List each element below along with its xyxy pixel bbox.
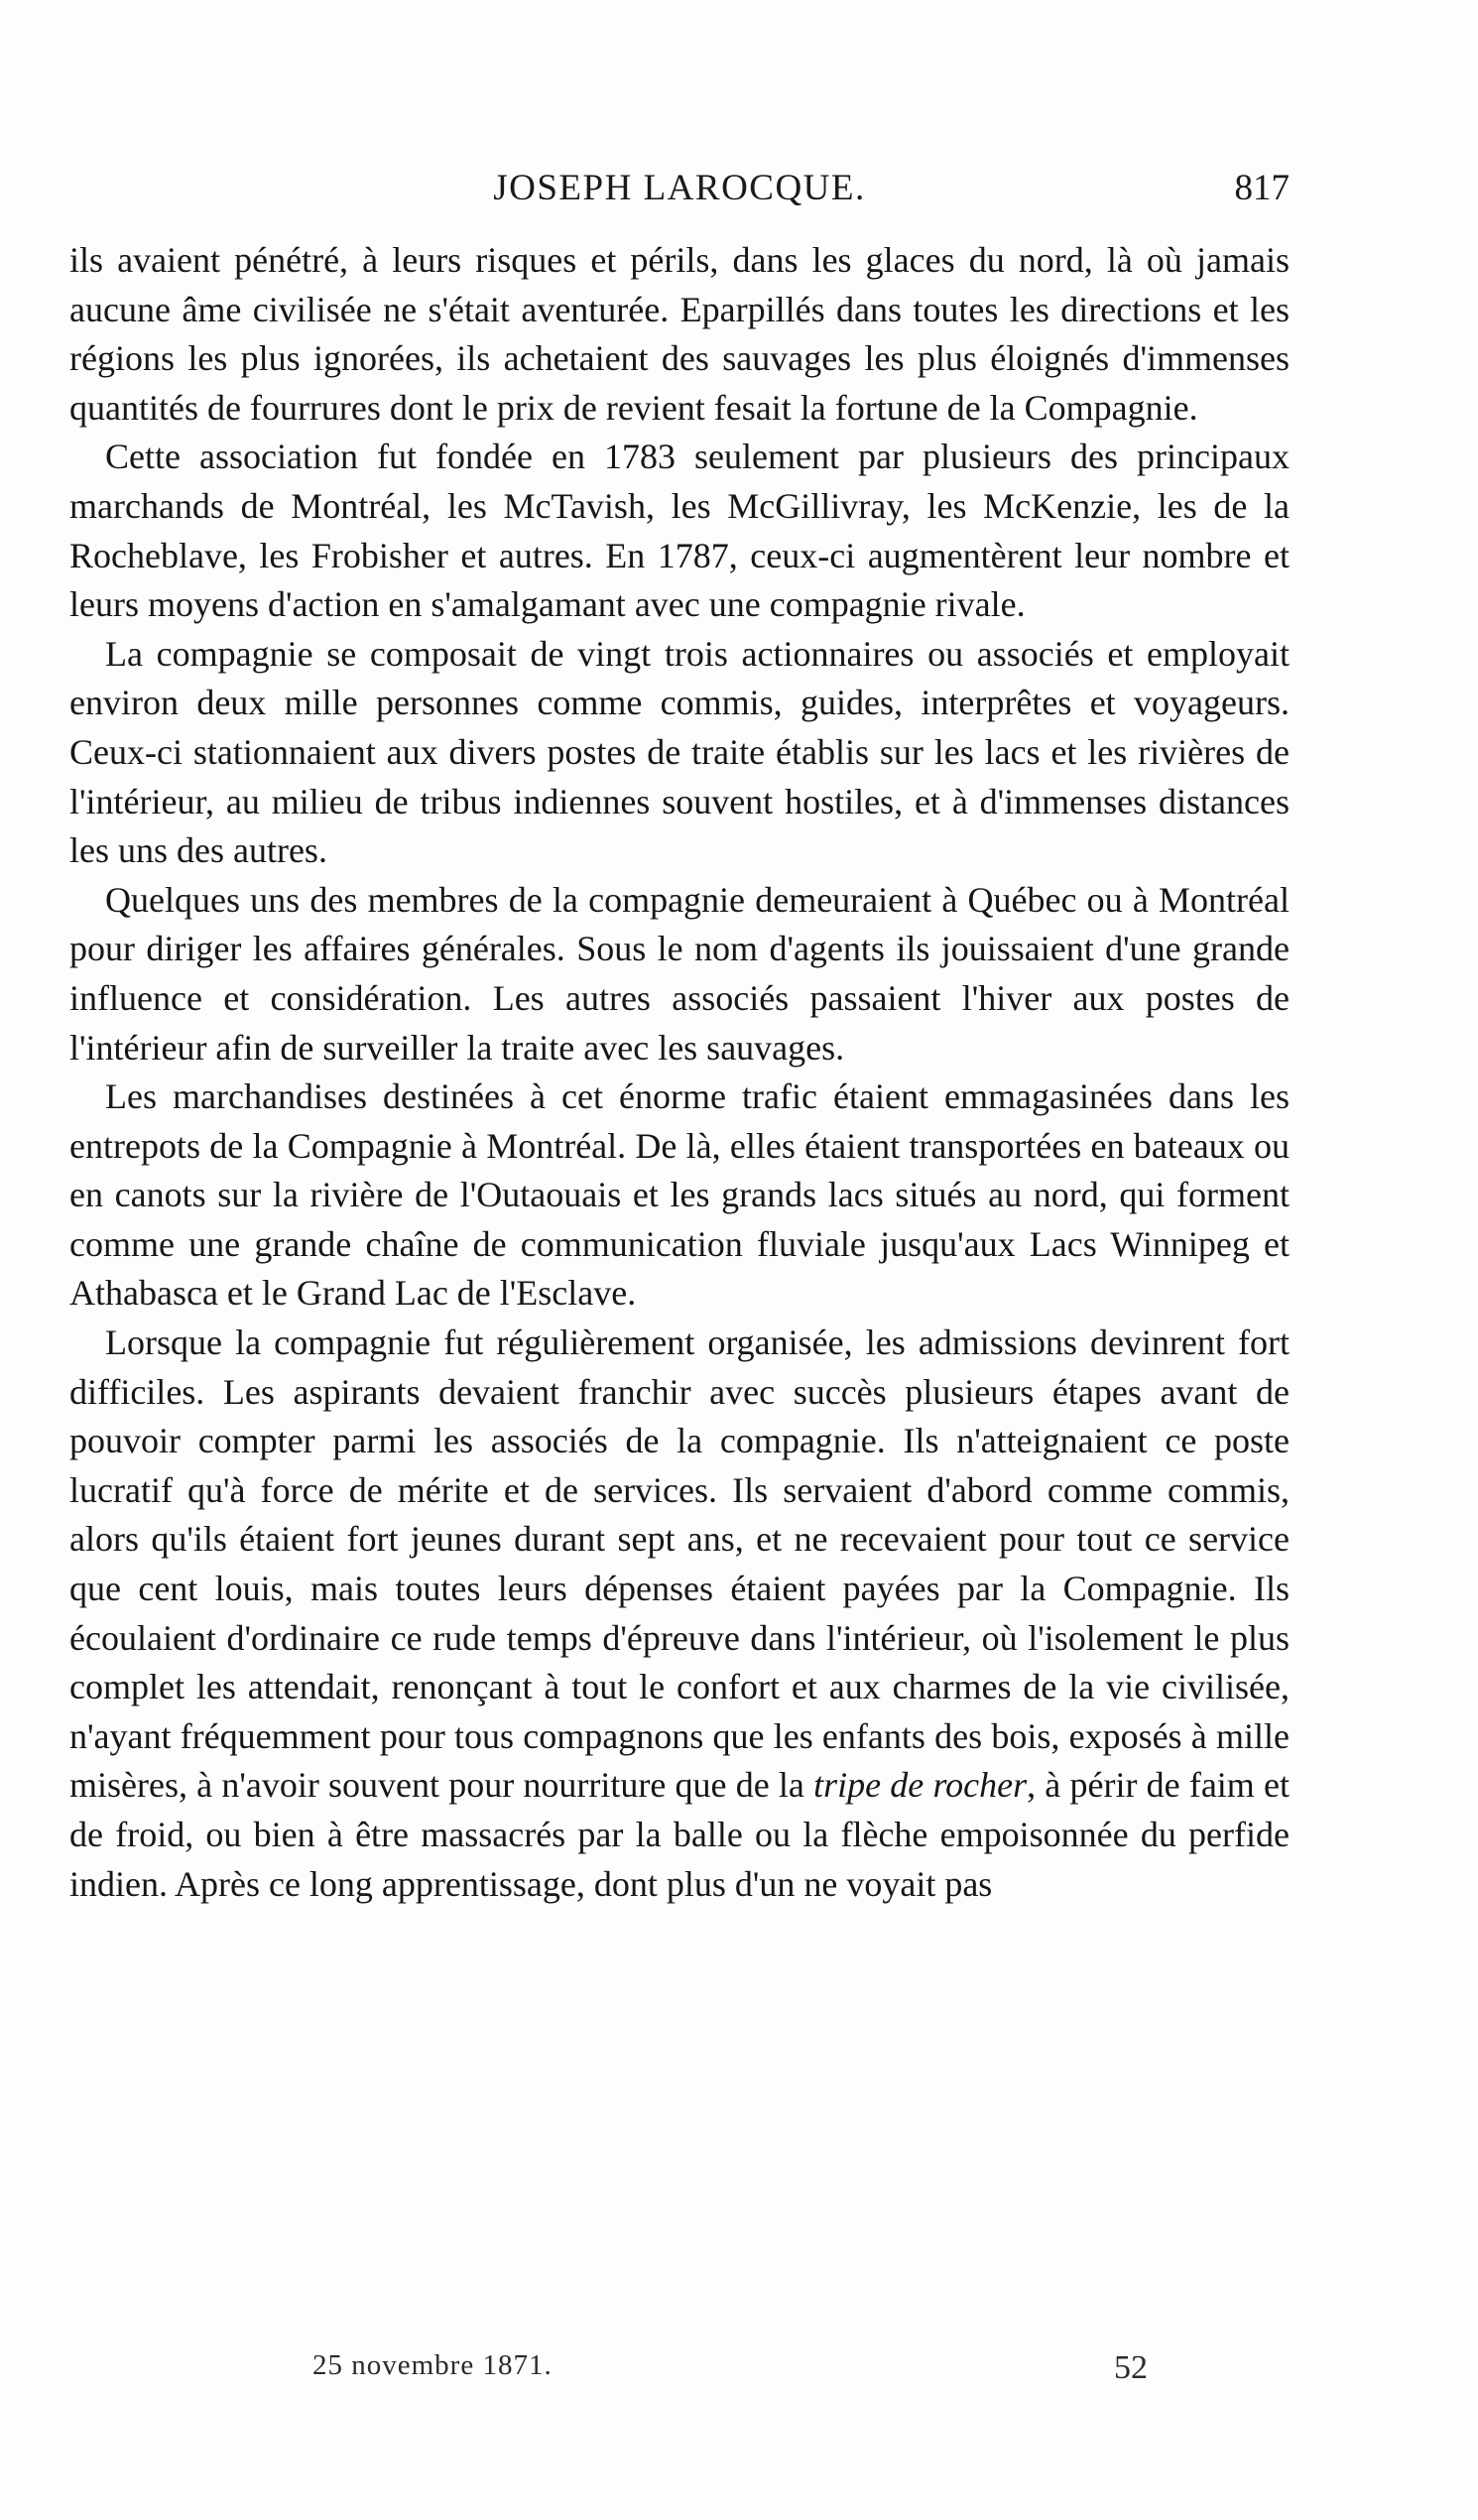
paragraph-4: Quelques uns des membres de la compagnie demeuraient à Québec ou à Montréal pour diriger les affaires générales. Sous le nom d'agents ils jouissaient d'une grande influence et considération. Les autres associés passaient l'hiver aux postes de l'intérieur afin de surveiller la traite avec les sauvages. — [69, 879, 1290, 1068]
footer-date: 25 novembre 1871. — [312, 2349, 553, 2381]
paragraph-6-text-after: , à périr de faim et de froid, ou bien à être massacrés par la balle ou la flèche empoisonnée du perfide indien. Après ce long apprentissage, dont plus d'un ne voyait pas — [69, 1765, 1290, 1904]
page-footer — [69, 2349, 1290, 2393]
page-header — [69, 167, 1290, 216]
body-text — [69, 236, 1290, 1909]
page-number: 817 — [1234, 168, 1290, 208]
paragraph-6-text-before: Lorsque la compagnie fut régulièrement organisée, les admissions devinrent fort difficiles. Les aspirants devaient franchir avec succès plusieurs étapes avant de pouvoir compter parmi les associés de la compagnie. Ils n'atteignaient ce poste lucratif qu'à force de mérite et de services. Ils servaient d'abord comme commis, alors qu'ils étaient fort jeunes durant sept ans, et ne recevaient pour tout ce service que cent louis, mais toutes leurs dépenses étaient payées par la Compagnie. Ils écoulaient d'ordinaire ce rude temps d'épreuve dans l'intérieur, où l'isolement le plus complet les attendait, renonçant à tout le confort et aux charmes de la vie civilisée, n'ayant fréquemment pour tous compagnons que les enfants des bois, exposés à mille misères, à n'avoir souvent pour nourriture que de la — [69, 1323, 1290, 1806]
paragraph-3: La compagnie se composait de vingt trois actionnaires ou associés et employait environ deux mille personnes comme commis, guides, interprêtes et voyageurs. Ceux-ci stationnaient aux divers postes de traite établis sur les lacs et les rivières de l'intérieur, au milieu de tribus indiennes souvent hostiles, et à d'immenses distances les uns des autres. — [69, 633, 1290, 871]
italic-phrase: tripe de rocher — [813, 1765, 1028, 1806]
signature-mark: 52 — [1114, 2349, 1148, 2386]
paragraph-6 — [69, 1319, 1290, 1909]
paragraph-2: Cette association fut fondée en 1783 seulement par plusieurs des principaux marchands de Montréal, les McTavish, les McGillivray, les McKenzie, les de la Rocheblave, les Frobisher et autres. En 1787, ceux-ci augmentèrent leur nombre et leurs moyens d'action en s'amalgamant avec une compagnie rivale. — [69, 437, 1290, 625]
paragraph-1: ils avaient pénétré, à leurs risques et périls, dans les glaces du nord, là où jamais aucune âme civilisée ne s'était aventurée. Eparpillés dans toutes les directions et les régions les plus ignorées, ils achetaient des sauvages les plus éloignés d'immenses quantités de fourrures dont le prix de revient fesait la fortune de la Compagnie. — [69, 240, 1290, 428]
paragraph-5: Les marchandises destinées à cet énorme trafic étaient emmagasinées dans les entrepots de la Compagnie à Montréal. De là, elles étaient transportées en bateaux ou en canots sur la rivière de l'Outaouais et les grands lacs situés au nord, qui forment comme une grande chaîne de communication fluviale jusqu'aux Lacs Winnipeg et Athabasca et le Grand Lac de l'Esclave. — [69, 1076, 1290, 1314]
running-head: JOSEPH LAROCQUE. — [493, 168, 866, 208]
